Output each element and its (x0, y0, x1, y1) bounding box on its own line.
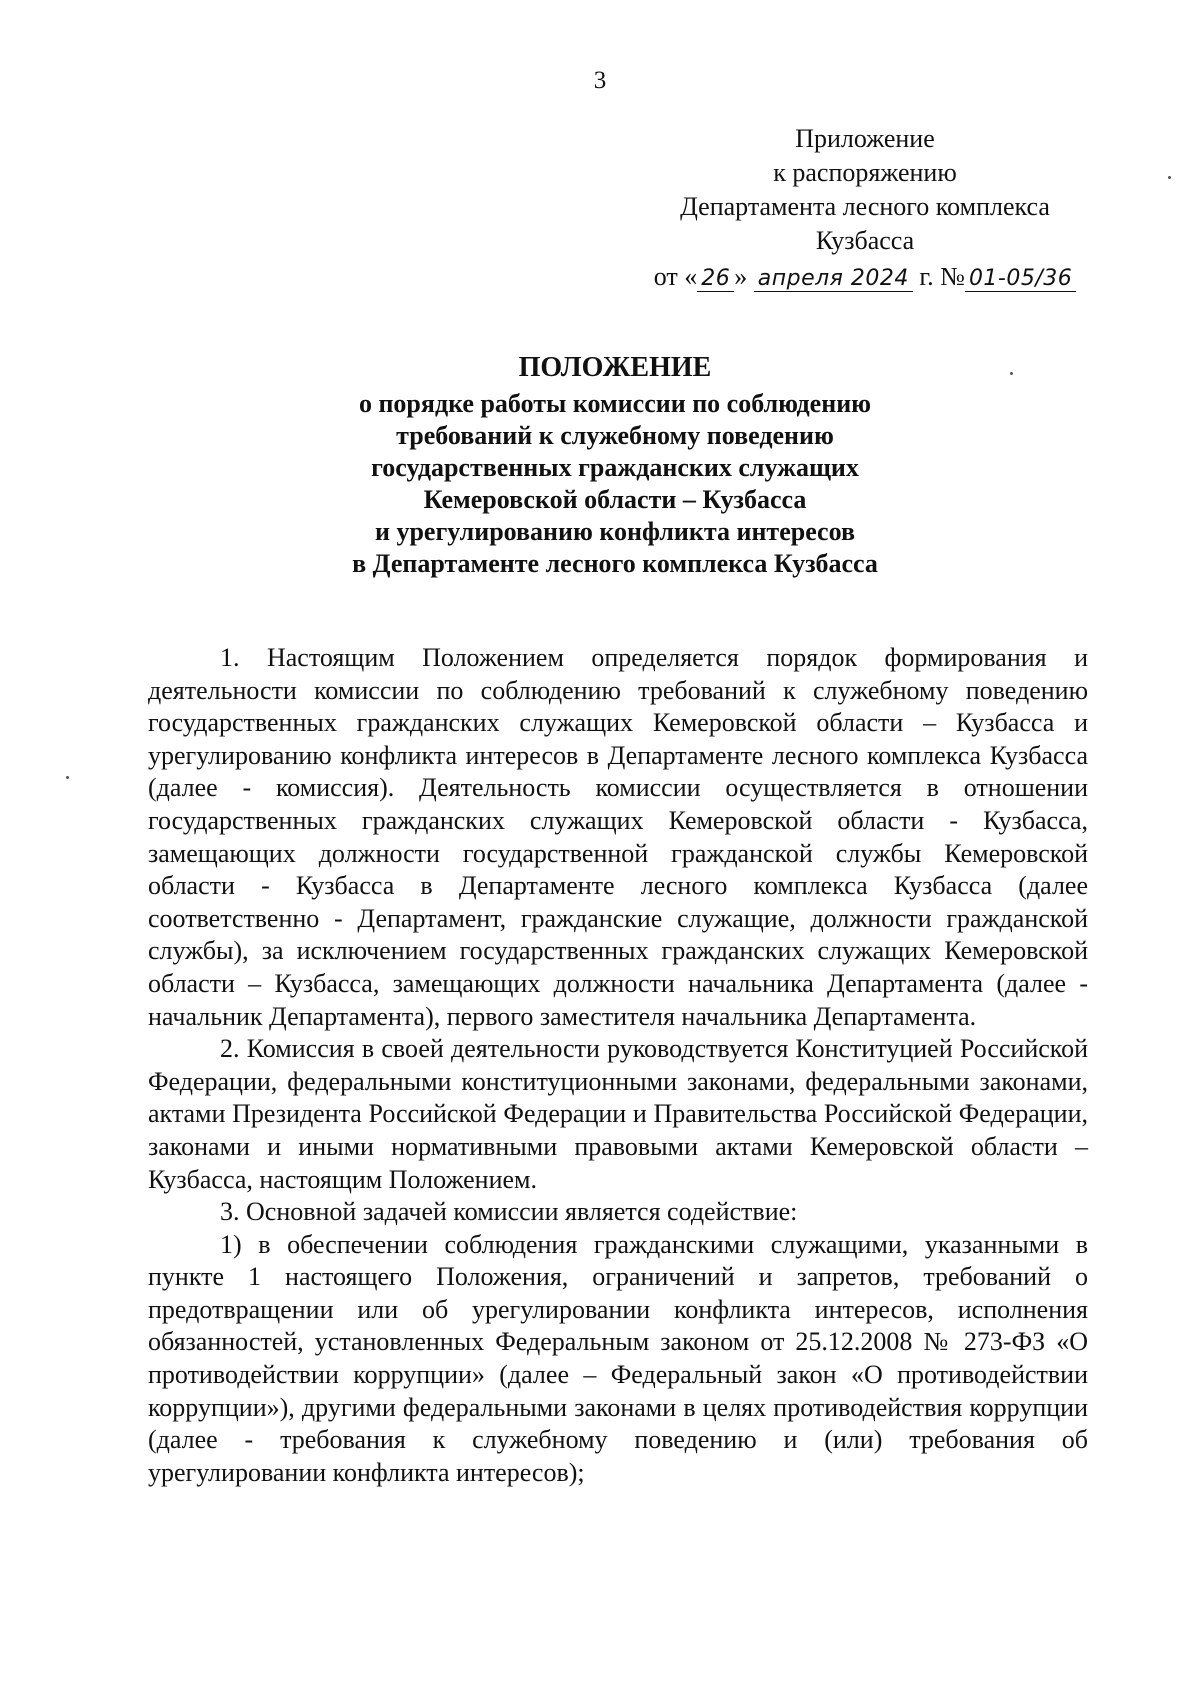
handwritten-day: 26 (697, 266, 734, 292)
approval-line-1: Приложение (795, 124, 935, 153)
date-prefix: от « (653, 262, 698, 291)
document-subtitle (150, 388, 1080, 580)
document-heading: ПОЛОЖЕНИЕ (518, 352, 712, 383)
subtitle-line: и урегулированию конфликта интересов (374, 517, 855, 546)
subtitle-line: в Департаменте лесного комплекса Кузбасса (352, 549, 878, 578)
approval-block (610, 122, 1120, 296)
handwritten-month-year: апреля 2024 (754, 266, 913, 292)
subtitle-line: о порядке работы комиссии по соблюдению (358, 389, 872, 418)
approval-date-line (610, 260, 1120, 296)
page-number: 3 (593, 67, 607, 94)
handwritten-number: 01-05/36 (965, 266, 1076, 292)
approval-line-4: Кузбасса (815, 226, 915, 255)
scan-speck (66, 776, 69, 779)
approval-line-3: Департамента лесного комплекса (680, 192, 1050, 221)
subtitle-line: требований к служебному поведению (396, 421, 834, 450)
scan-speck (1168, 176, 1171, 179)
paragraph-1: 1. Настоящим Положением определяется порядок формирования и деятельности комиссии по соблюдению требований к служебному поведению государственных гражданских служащих Кемеровской области – Кузбасса и урегулированию конфликта интересов в Департаменте лесного комплекса Кузбасса (далее - комиссия). Деятельность комиссии осуществляется в отношении государственных гражданских служащих Кемеровской области - Кузбасса, замещающих должности государственной гражданской службы Кемеровской области - Кузбасса в Департаменте лесного комплекса Кузбасса (далее соответственно - Департамент, гражданские служащие, должности гражданской службы), за исключением государственных гражданских служащих Кемеровской области – Кузбасса, замещающих должности начальника Департамента (далее - начальник Департамента), первого заместителя начальника Департамента. (148, 643, 1088, 1031)
paragraph-3: 3. Основной задачей комиссии является содействие: (220, 1197, 798, 1227)
approval-line-2: к распоряжению (773, 158, 957, 187)
document-body (148, 642, 1088, 1489)
date-mid: » (734, 262, 748, 291)
number-prefix: г. № (919, 262, 965, 291)
subtitle-line: Кемеровской области – Кузбасса (423, 485, 807, 514)
subtitle-line: государственных гражданских служащих (371, 453, 859, 482)
paragraph-2: 2. Комиссия в своей деятельности руководствуется Конституцией Российской Федерации, федеральными конституционными законами, федеральными законами, актами Президента Российской Федерации и Правительства Российской Федерации, законами и иными нормативными правовыми актами Кемеровской области – Кузбасса, настоящим Положением. (148, 1034, 1088, 1194)
scan-speck (1010, 372, 1013, 375)
paragraph-3-1: 1) в обеспечении соблюдения гражданскими служащими, указанными в пункте 1 настоящего Положения, ограничений и запретов, требований о предотвращении или об урегулировании конфликта интересов, исполнения обязанностей, установленных Федеральным законом от 25.12.2008 № 273-ФЗ «О противодействии коррупции» (далее – Федеральный закон «О противодействии коррупции»), другими федеральными законами в целях противодействия коррупции (далее - требования к служебному поведению и (или) требования об урегулировании конфликта интересов); (148, 1229, 1088, 1487)
document-title (150, 350, 1080, 580)
